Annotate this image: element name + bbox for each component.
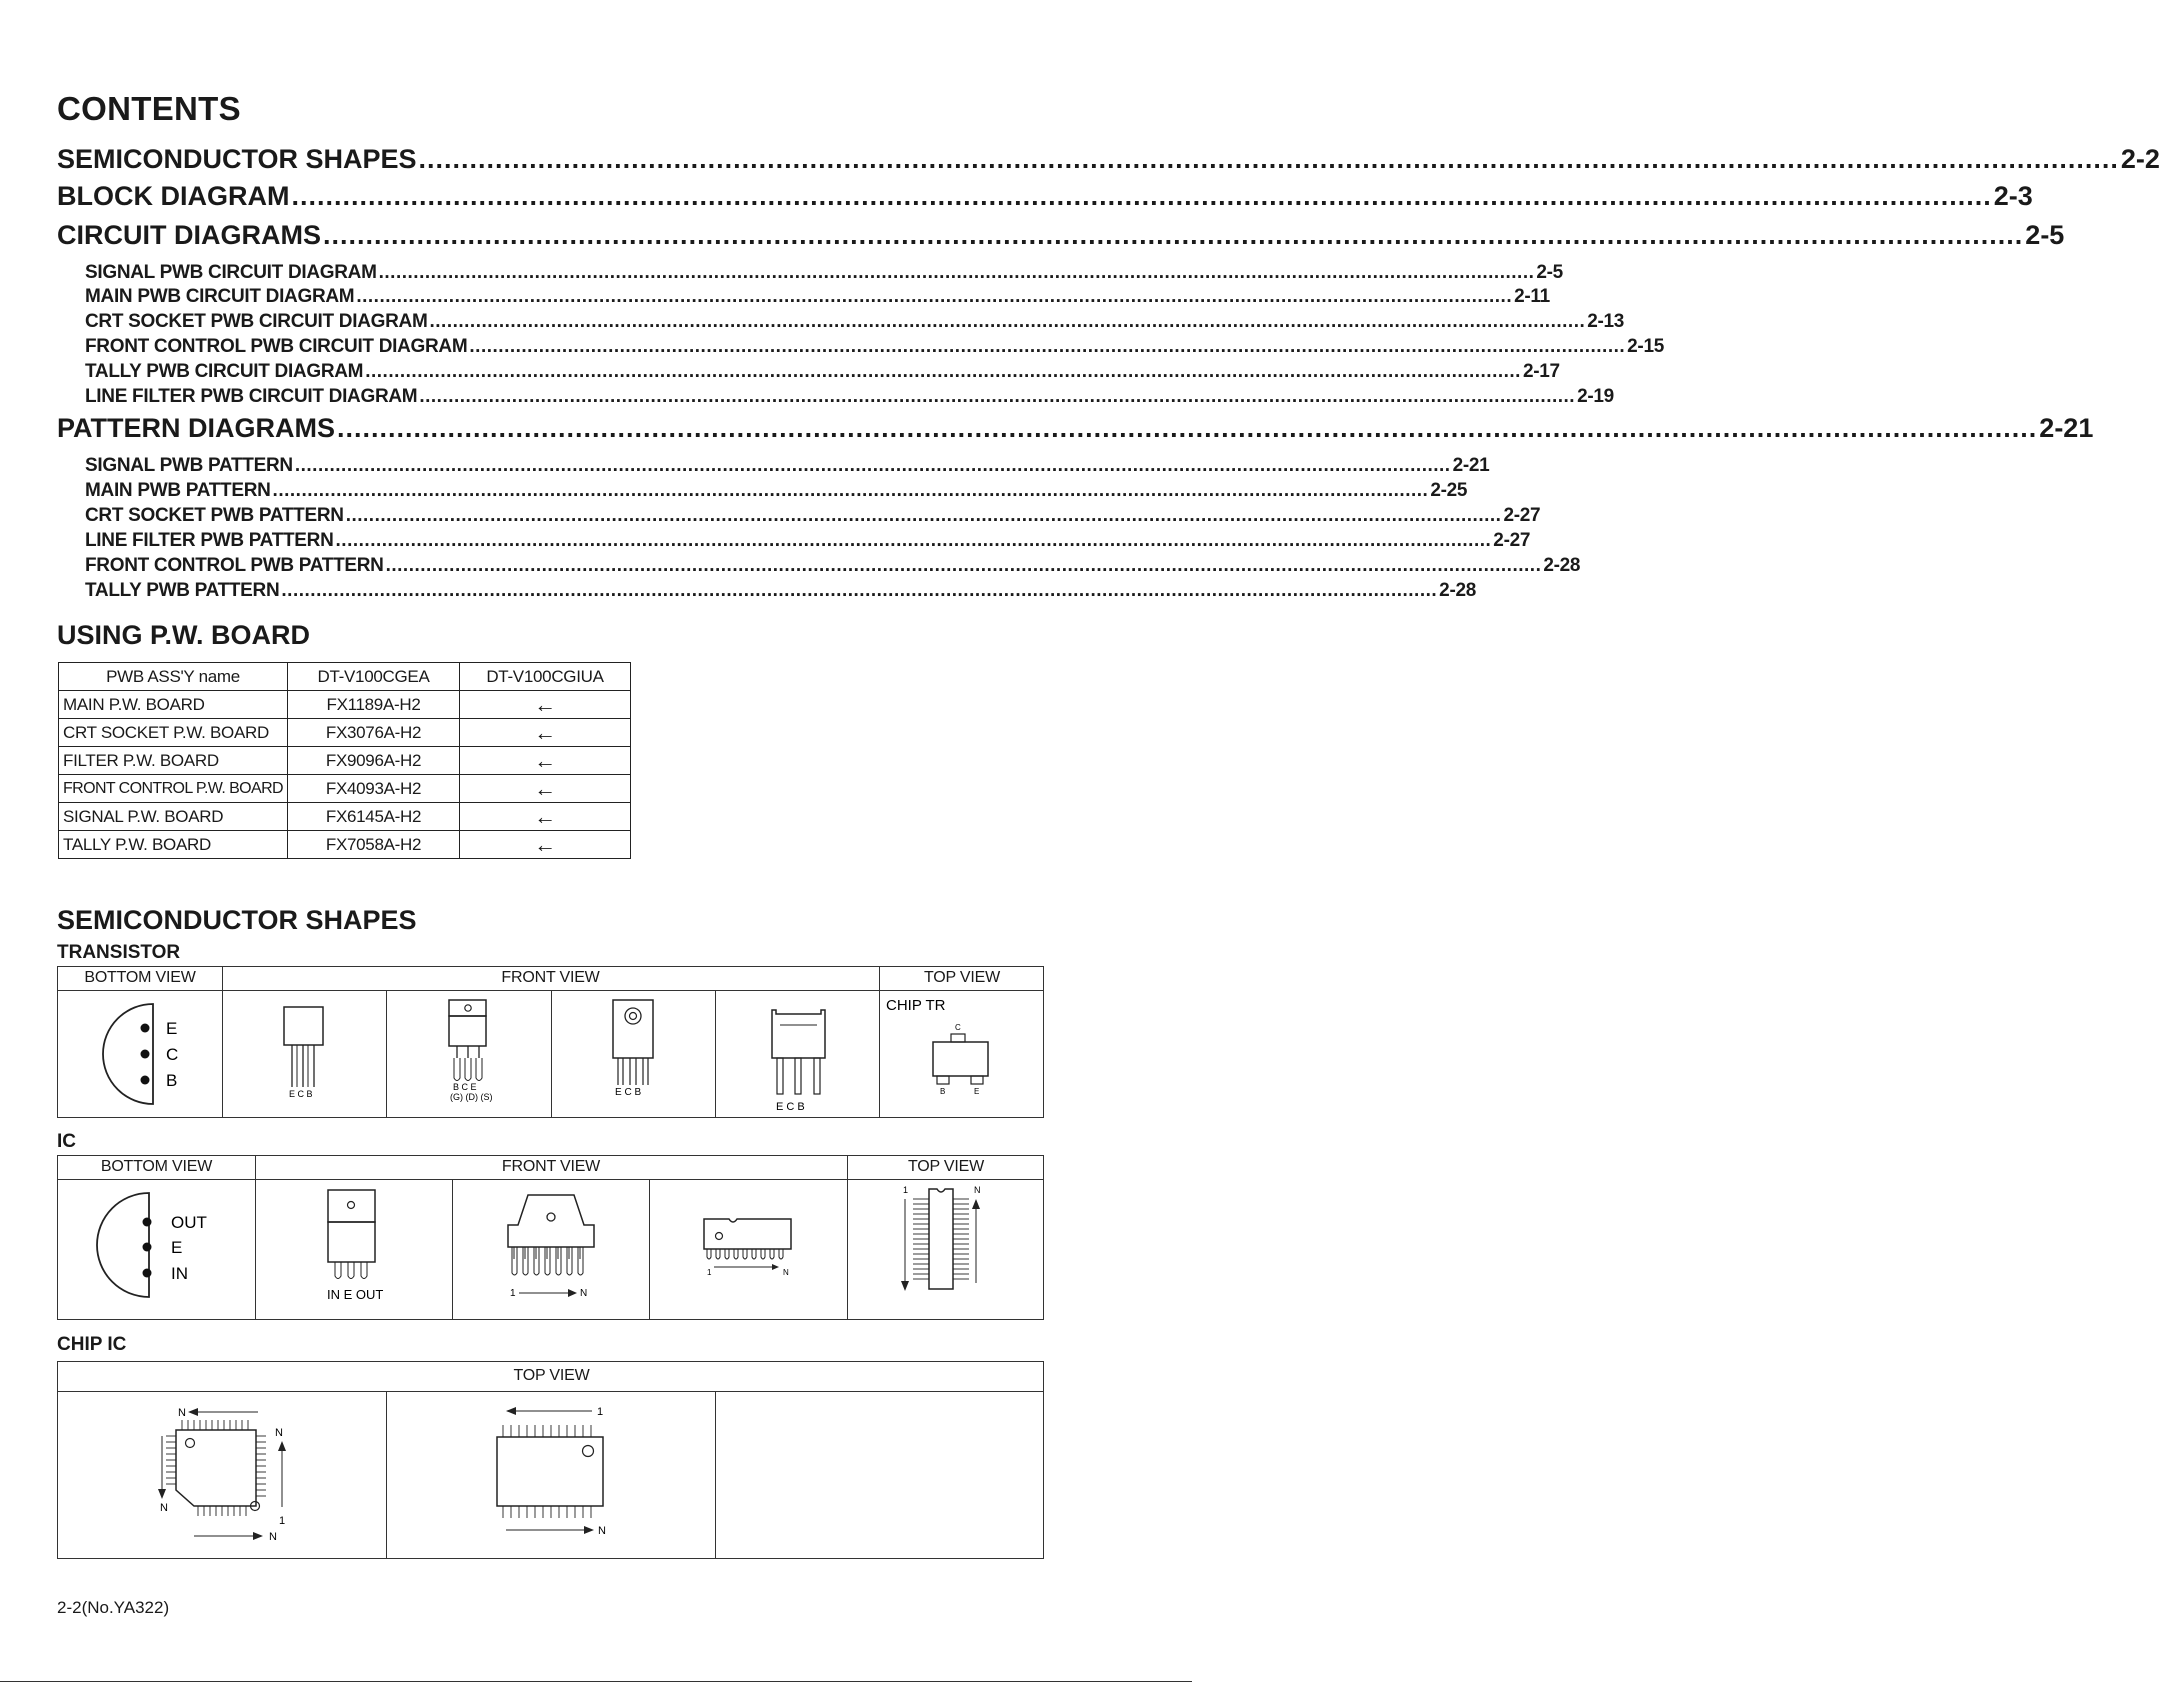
pwb-table — [58, 662, 631, 859]
pin-label: E — [171, 1238, 183, 1257]
toc-leader-dots: ........................................................................................................................................................................................................ — [385, 555, 1542, 576]
table-row — [59, 831, 631, 859]
table-row — [59, 775, 631, 803]
pin-label: 1 — [597, 1406, 604, 1418]
toc-leader-dots: ........................................................................................................................................................................................................ — [429, 311, 1586, 332]
toc-entry-page: 2-19 — [1577, 386, 1614, 407]
toc-entry-title: SEMICONDUCTOR SHAPES — [57, 144, 417, 174]
ic-label: IC — [57, 1131, 76, 1152]
toc-entry-page: 2-28 — [1439, 580, 1476, 601]
ic-front-view-3 — [649, 1179, 847, 1321]
pin-label: B — [166, 1071, 178, 1090]
table-cell: FX6145A-H2 — [288, 803, 460, 831]
table-row — [59, 719, 631, 747]
table-cell: MAIN P.W. BOARD — [59, 691, 288, 719]
front-view-header: FRONT VIEW — [501, 1158, 601, 1175]
ic-front-view-2 — [452, 1179, 649, 1321]
pin-label: N — [783, 1268, 789, 1277]
toc-entry-title: TALLY PWB CIRCUIT DIAGRAM — [85, 361, 364, 382]
pin-label: 1 — [903, 1185, 909, 1195]
toc-entry — [85, 336, 1664, 358]
table-row — [59, 803, 631, 831]
toc-leader-dots: ........................................................................................................................................................................................................ — [291, 181, 1992, 211]
table-cell: ← — [460, 775, 631, 803]
transistor-label: TRANSISTOR — [57, 942, 181, 963]
chip-ic-label: CHIP IC — [57, 1334, 127, 1355]
transistor-front-view-1 — [222, 990, 386, 1119]
toc-leader-dots: ........................................................................................................................................................................................................ — [335, 530, 1492, 551]
toc-leader-dots: ........................................................................................................................................................................................................ — [418, 144, 2119, 174]
pin-label: N — [269, 1531, 277, 1543]
toc-leader-dots: ........................................................................................................................................................................................................ — [281, 580, 1438, 601]
toc-entry — [85, 286, 1550, 308]
toc-entry-title: CRT SOCKET PWB CIRCUIT DIAGRAM — [85, 311, 428, 332]
toc-entry — [85, 580, 1476, 602]
toc-entry-title: LINE FILTER PWB PATTERN — [85, 530, 334, 551]
toc-leader-dots: ........................................................................................................................................................................................................ — [337, 413, 2038, 443]
pin-label: IN — [171, 1264, 188, 1283]
toc-entry-title: SIGNAL PWB PATTERN — [85, 455, 293, 476]
bottom-rule — [0, 1681, 1192, 1682]
table-cell: ← — [460, 831, 631, 859]
table-row — [59, 747, 631, 775]
toc-entry-title: LINE FILTER PWB CIRCUIT DIAGRAM — [85, 386, 418, 407]
chip-ic-qfp-drawing — [58, 1391, 386, 1560]
table-cell: FX4093A-H2 — [288, 775, 460, 803]
pin-label: 1 — [279, 1515, 286, 1527]
toc-entry-page: 2-28 — [1543, 555, 1581, 576]
toc-entry — [57, 220, 2065, 251]
toc-entry — [85, 262, 1563, 284]
header-cell: PWB ASS'Y name — [59, 663, 288, 691]
toc-entry-title: SIGNAL PWB CIRCUIT DIAGRAM — [85, 262, 377, 283]
table-cell: FX1189A-H2 — [288, 691, 460, 719]
ic-front-view-1 — [255, 1179, 452, 1321]
ic-top-view-drawing — [847, 1179, 1045, 1321]
top-view-header: TOP VIEW — [513, 1367, 590, 1384]
chip-tr-drawing — [879, 990, 1045, 1119]
pin-label: C — [955, 1023, 961, 1032]
toc-leader-dots: ........................................................................................................................................................................................................ — [419, 386, 1576, 407]
toc-leader-dots: ........................................................................................................................................................................................................ — [345, 505, 1502, 526]
toc-leader-dots: ........................................................................................................................................................................................................ — [272, 480, 1429, 501]
pin-label: 1 — [707, 1268, 712, 1277]
toc-entry-page: 2-15 — [1627, 336, 1664, 357]
top-view-header: TOP VIEW — [907, 1158, 985, 1175]
divider — [715, 1391, 716, 1558]
pin-label: E — [166, 1019, 178, 1038]
toc-entry — [85, 480, 1468, 502]
pin-label: OUT — [171, 1213, 207, 1232]
transistor-bottom-view-drawing — [58, 990, 222, 1119]
transistor-table — [57, 966, 1044, 1118]
toc-entry-title: FRONT CONTROL PWB PATTERN — [85, 555, 384, 576]
semiconductor-shapes-heading: SEMICONDUCTOR SHAPES — [57, 905, 417, 935]
bottom-view-header: BOTTOM VIEW — [84, 969, 196, 986]
transistor-front-view-3 — [551, 990, 715, 1119]
using-board-heading: USING P.W. BOARD — [57, 620, 311, 650]
table-cell: ← — [460, 747, 631, 775]
pin-label: N — [598, 1525, 606, 1537]
toc-leader-dots: ........................................................................................................................................................................................................ — [378, 262, 1535, 283]
transistor-front-view-2 — [386, 990, 551, 1119]
toc-leader-dots: ........................................................................................................................................................................................................ — [294, 455, 1451, 476]
toc-entry-page: 2-5 — [1536, 262, 1563, 283]
toc-entry-page: 2-3 — [1993, 181, 2033, 211]
pwb-table-header — [59, 663, 631, 691]
chip-ic-table — [57, 1361, 1044, 1559]
toc-entry-page: 2-21 — [1452, 455, 1490, 476]
pin-label: 1 — [510, 1288, 516, 1299]
toc-leader-dots: ........................................................................................................................................................................................................ — [469, 336, 1626, 357]
toc-entry — [85, 386, 1614, 408]
header-cell: DT-V100CGEA — [288, 663, 460, 691]
table-cell: FILTER P.W. BOARD — [59, 747, 288, 775]
toc-entry-title: CIRCUIT DIAGRAMS — [57, 220, 321, 250]
pin-label: N — [160, 1502, 168, 1514]
toc-leader-dots: ........................................................................................................................................................................................................ — [356, 286, 1513, 307]
pin-label: N — [178, 1407, 186, 1419]
toc-entry — [85, 505, 1541, 527]
toc-entry — [57, 144, 2160, 175]
page-footer: 2-2(No.YA322) — [57, 1598, 170, 1617]
toc-entry-title: FRONT CONTROL PWB CIRCUIT DIAGRAM — [85, 336, 468, 357]
table-cell: FX9096A-H2 — [288, 747, 460, 775]
table-cell: FX7058A-H2 — [288, 831, 460, 859]
pin-label: B C E — [453, 1082, 477, 1092]
toc-leader-dots: ........................................................................................................................................................................................................ — [323, 220, 2024, 250]
toc-entry-title: TALLY PWB PATTERN — [85, 580, 280, 601]
toc-leader-dots: ........................................................................................................................................................................................................ — [365, 361, 1521, 382]
toc-entry — [85, 455, 1490, 477]
toc-entry-title: MAIN PWB PATTERN — [85, 480, 271, 501]
table-cell: ← — [460, 803, 631, 831]
toc-entry-page: 2-11 — [1514, 286, 1550, 307]
toc-entry — [57, 413, 2094, 444]
front-view-header: FRONT VIEW — [501, 969, 600, 986]
top-view-header: TOP VIEW — [923, 969, 1001, 986]
toc-entry — [85, 530, 1531, 552]
toc-entry-page: 2-17 — [1522, 361, 1560, 382]
chip-tr-label: CHIP TR — [886, 997, 946, 1014]
toc-entry — [85, 311, 1625, 333]
pin-label: E — [974, 1087, 980, 1096]
table-row — [59, 691, 631, 719]
table-cell: SIGNAL P.W. BOARD — [59, 803, 288, 831]
pin-label: IN E OUT — [327, 1287, 384, 1302]
toc-entry-page: 2-27 — [1493, 530, 1531, 551]
toc-entry-title: MAIN PWB CIRCUIT DIAGRAM — [85, 286, 355, 307]
table-cell: ← — [460, 719, 631, 747]
chip-ic-sop-drawing — [386, 1391, 715, 1560]
transistor-front-view-4 — [715, 990, 879, 1119]
bottom-view-header: BOTTOM VIEW — [100, 1158, 213, 1175]
toc-entry-title: BLOCK DIAGRAM — [57, 181, 290, 211]
pin-label: N — [580, 1288, 588, 1299]
contents-title: CONTENTS — [57, 90, 241, 127]
table-cell: FX3076A-H2 — [288, 719, 460, 747]
toc-entry-title: PATTERN DIAGRAMS — [57, 413, 335, 443]
toc-entry-page: 2-2 — [2120, 144, 2160, 174]
toc-entry-title: CRT SOCKET PWB PATTERN — [85, 505, 344, 526]
toc-entry — [57, 181, 2033, 212]
table-cell: FRONT CONTROL P.W. BOARD — [59, 775, 288, 803]
toc-entry-page: 2-13 — [1587, 311, 1625, 332]
pin-label: C — [166, 1045, 179, 1064]
toc-entry-page: 2-5 — [2025, 220, 2065, 250]
ic-bottom-view-drawing — [58, 1179, 255, 1321]
header-cell: DT-V100CGIUA — [460, 663, 631, 691]
toc-entry — [85, 555, 1581, 577]
toc-entry-page: 2-21 — [2039, 413, 2094, 443]
ic-table — [57, 1155, 1044, 1320]
toc-entry — [85, 361, 1560, 383]
pin-label: E C B — [289, 1089, 313, 1099]
toc-entry-page: 2-25 — [1430, 480, 1468, 501]
toc-entry-page: 2-27 — [1503, 505, 1541, 526]
table-cell: CRT SOCKET P.W. BOARD — [59, 719, 288, 747]
table-cell: TALLY P.W. BOARD — [59, 831, 288, 859]
pin-label: N — [974, 1185, 981, 1195]
pin-label: E C B — [776, 1101, 805, 1113]
pin-label: B — [940, 1087, 946, 1096]
table-cell: ← — [460, 691, 631, 719]
pin-label: E C B — [615, 1087, 642, 1098]
pin-label: N — [275, 1427, 283, 1439]
pin-label: (G) (D) (S) — [450, 1092, 493, 1102]
